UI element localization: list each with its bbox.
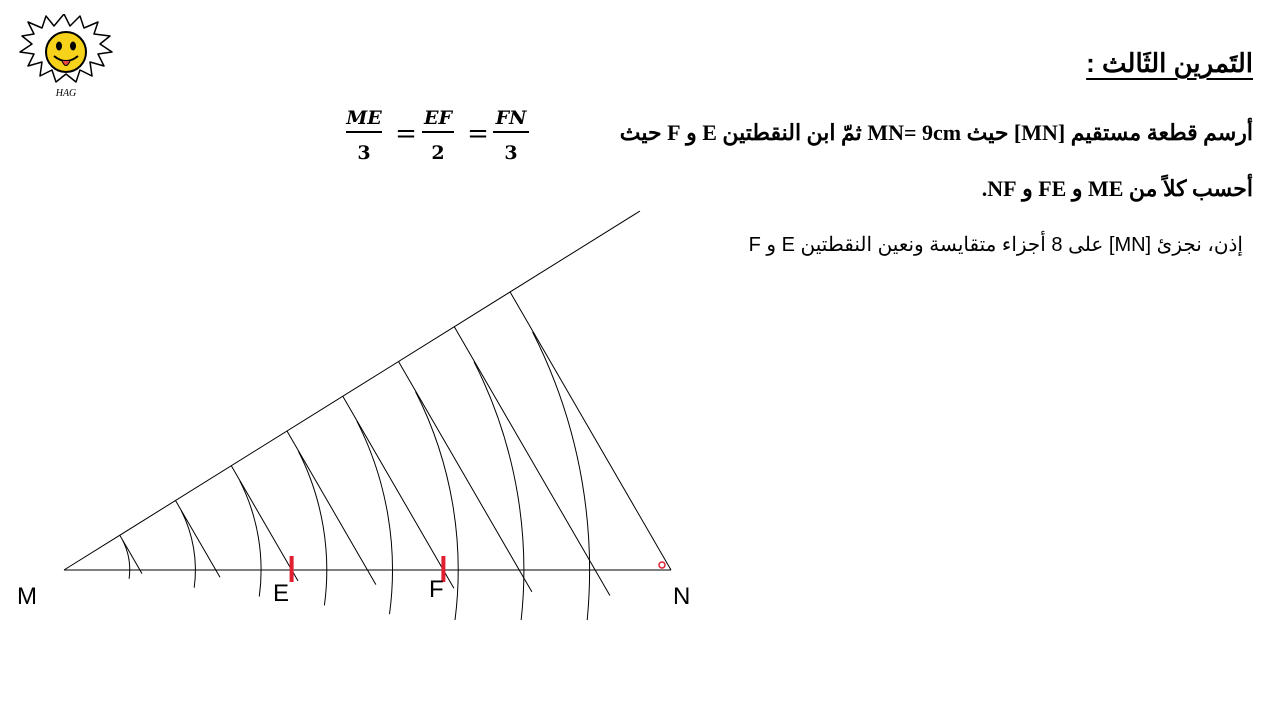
parallel-line (231, 466, 298, 581)
fraction-2-numerator: EF (424, 107, 452, 129)
equals-sign-2: = (467, 119, 489, 149)
solution-line: إذن، نجزئ [MN] على 8 أجزاء متقايسة ونعين النقطتين E و F (748, 234, 1243, 256)
parallel-line (399, 362, 532, 592)
point-e-label: E (273, 580, 290, 607)
ratio-formula (340, 104, 540, 166)
exercise-title: التَمرين الثَالث : (1086, 48, 1253, 78)
fraction-1-numerator: ME (346, 107, 382, 129)
cursor-dot (659, 562, 665, 568)
parallel-line (510, 292, 671, 570)
equals-sign-1: = (395, 119, 417, 149)
logo-caption: HAG (55, 88, 77, 99)
parallel-line (176, 501, 221, 578)
fraction-2-denominator: 2 (431, 142, 445, 164)
point-f-label: F (429, 576, 444, 603)
auxiliary-ray (64, 211, 640, 570)
instruction-line-2: أحسب كلاً من ME و FE و NF. (981, 176, 1253, 201)
point-m-label: M (17, 583, 37, 610)
construction-figure (0, 200, 720, 620)
fraction-3-numerator: FN (495, 107, 527, 129)
instruction-line-1: أرسم قطعة مستقيم [MN] حيث MN= 9cm ثمّ ابن النقطتين E و F حيث (619, 120, 1253, 145)
fraction-1-denominator: 3 (357, 142, 371, 164)
point-n-label: N (673, 583, 691, 610)
fraction-3-denominator: 3 (504, 142, 518, 164)
compass-arc (357, 421, 393, 614)
parallel-line (454, 327, 610, 596)
parallel-line (120, 535, 142, 573)
logo (18, 14, 114, 104)
smiley-face-icon (20, 14, 112, 82)
compass-arc (474, 362, 524, 620)
parallel-line (287, 431, 376, 585)
parallel-line (343, 396, 454, 588)
